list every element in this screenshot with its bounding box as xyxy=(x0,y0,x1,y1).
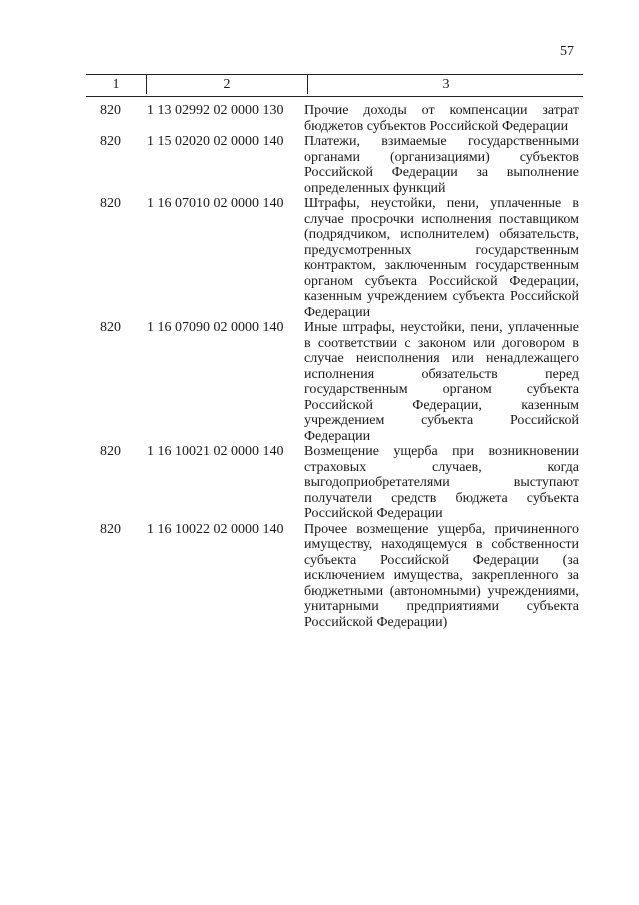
revenue-code: 1 13 02992 02 0000 130 xyxy=(147,103,284,118)
table-row xyxy=(0,103,639,134)
header-col-3: 3 xyxy=(307,75,584,94)
table-row xyxy=(0,444,639,522)
header-col-1: 1 xyxy=(112,77,120,92)
admin-code: 820 xyxy=(100,103,121,118)
admin-code: 820 xyxy=(100,444,121,459)
revenue-description: Иные штрафы, неустойки, пени, уплаченные в соответствии с законом или договором в случае неисполнения или ненадлежащего исполнения обязательств перед государственным органом субъекта Российской Федерации, казенным учреждением субъекта Российской Федерации xyxy=(304,320,579,444)
table-body xyxy=(0,103,639,630)
revenue-description: Штрафы, неустойки, пени, уплаченные в случае просрочки исполнения поставщиком (подрядчиком, исполнителем) обязательств, предусмотренных государственным контрактом, заключенным государственным органом субъекта Российской Федерации, казенным учреждением субъекта Российской Федерации xyxy=(304,196,579,320)
revenue-description: Возмещение ущерба при возникновении страховых случаев, когда выгодоприобретателями выступают получатели средств бюджета субъекта Российской Федерации xyxy=(304,444,579,521)
admin-code: 820 xyxy=(100,320,121,335)
page-number: 57 xyxy=(560,44,574,59)
revenue-code: 1 16 07010 02 0000 140 xyxy=(147,196,284,211)
table-row xyxy=(0,134,639,196)
revenue-code: 1 16 07090 02 0000 140 xyxy=(147,320,284,335)
table-row xyxy=(0,320,639,444)
admin-code: 820 xyxy=(100,196,121,211)
admin-code: 820 xyxy=(100,521,121,537)
revenue-code: 1 16 10021 02 0000 140 xyxy=(147,444,284,459)
revenue-code: 1 15 02020 02 0000 140 xyxy=(147,134,284,149)
revenue-description: Платежи, взимаемые государственными органами (организациями) субъектов Российской Федерации за выполнение определенных функций xyxy=(304,134,579,196)
revenue-description: Прочие доходы от компенсации затрат бюджетов субъектов Российской Федерации xyxy=(304,103,579,134)
table-header xyxy=(86,74,583,97)
admin-code: 820 xyxy=(100,134,121,149)
table-row xyxy=(0,522,639,631)
header-col-2: 2 xyxy=(146,75,307,94)
revenue-code: 1 16 10022 02 0000 140 xyxy=(147,521,284,537)
table-row xyxy=(0,196,639,320)
revenue-description: Прочее возмещение ущерба, причиненного имуществу, находящемуся в собственности субъекта Российской Федерации (за исключением имущества, закрепленного за бюджетными (автономными) учреждениями, унитарными предприятиями субъекта Российской Федерации) xyxy=(304,521,579,630)
